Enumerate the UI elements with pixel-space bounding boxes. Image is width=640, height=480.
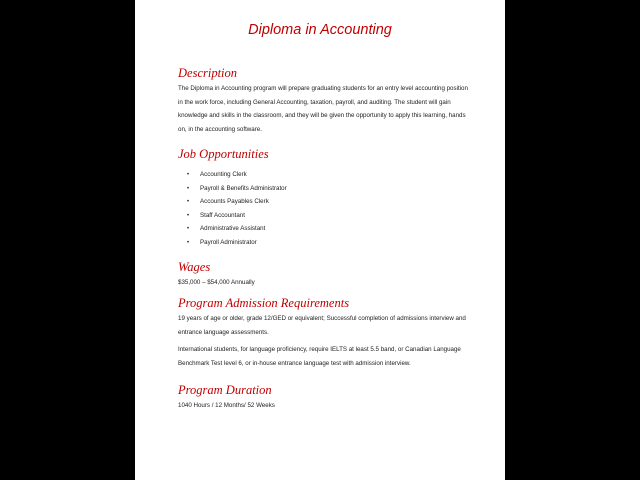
bullet-icon: • [187, 199, 190, 206]
duration-text: 1040 Hours / 12 Months/ 52 Weeks [178, 402, 275, 409]
job-list [187, 168, 287, 250]
list-item [187, 209, 287, 223]
job-label: Accounting Clerk [200, 171, 247, 178]
list-item [187, 195, 287, 209]
wages-text: $35,000 – $54,000 Annually [178, 279, 255, 286]
document-page [135, 0, 505, 480]
list-item [187, 222, 287, 236]
job-opportunities-heading: Job Opportunities [178, 147, 269, 161]
admission-paragraph-2: International students, for language proficiency, require IELTS at least 5.5 band, or Canadian Language Benchmark Test level 6, or in-house entrance language test with admission interview. [178, 346, 461, 367]
bullet-icon: • [187, 239, 190, 246]
description-heading: Description [178, 66, 238, 80]
job-label: Payroll & Benefits Administrator [200, 184, 287, 192]
description-text: The Diploma in Accounting program will prepare graduating students for an entry level accounting position in the work force, including General Accounting, taxation, payroll, and auditing. The student will gain knowledge and skills in the classroom, and they will be given the opportunity to apply this learning, hands on, in the accounting software. [178, 85, 468, 133]
job-label: Accounts Payables Clerk [200, 198, 269, 206]
list-item [187, 236, 287, 250]
admission-heading: Program Admission Requirements [178, 296, 350, 310]
admission-paragraph-1: 19 years of age or older, grade 12/GED or equivalent; Successful completion of admissions interview and entrance language assessments. [178, 315, 466, 336]
bullet-icon: • [187, 226, 190, 233]
bullet-icon: • [187, 185, 190, 192]
list-item [187, 182, 287, 196]
duration-heading: Program Duration [178, 383, 272, 397]
wages-heading: Wages [178, 260, 211, 274]
job-label: Administrative Assistant [200, 225, 266, 233]
job-label: Staff Accountant [200, 211, 245, 219]
list-item [187, 168, 287, 182]
bullet-icon: • [187, 212, 190, 219]
job-label: Payroll Administrator [200, 238, 257, 246]
document-title: Diploma in Accounting [248, 22, 392, 38]
bullet-icon: • [187, 172, 190, 178]
